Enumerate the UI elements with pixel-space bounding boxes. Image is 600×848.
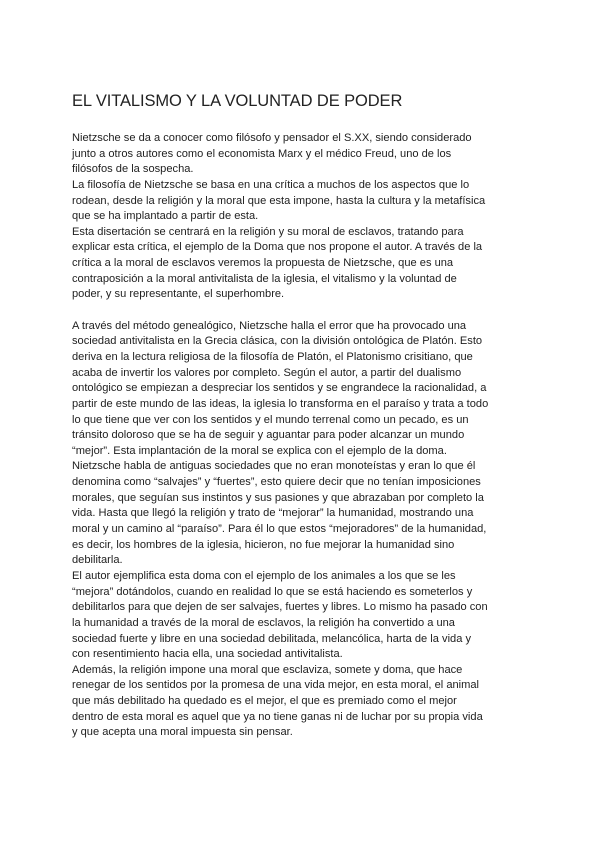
text-line: contraposición a la moral antivitalista de la iglesia, el vitalismo y la voluntad de xyxy=(72,272,457,285)
text-line: renegar de los sentidos por la promesa de una vida mejor, en esta moral, el animal xyxy=(72,679,479,692)
document-title: EL VITALISMO Y LA VOLUNTAD DE PODER xyxy=(72,92,403,110)
text-line: Nietzsche se da a conocer como filósofo y pensador el S.XX, siendo considerado xyxy=(72,132,472,144)
text-line: que se ha implantado a partir de esta. xyxy=(72,210,259,223)
text-line: es decir, los hombres de la iglesia, hicieron, no fue mejorar la humanidad sino xyxy=(72,538,455,551)
text-line: dentro de esta moral es aquel que ya no tiene ganas ni de luchar por su propia vida xyxy=(72,710,483,723)
text-line: lo que tiene que ver con los sentidos y el mundo terrenal como un pecado, es un xyxy=(72,413,469,426)
text-line: sociedad fuerte y libre en una sociedad debilitada, melancólica, harta de la vida y xyxy=(72,632,472,645)
text-line: Nietzsche habla de antiguas sociedades que no eran monoteístas y eran lo que él xyxy=(72,460,476,473)
text-line: rodean, desde la religión y la moral que esta impone, hasta la cultura y la metafísica xyxy=(72,194,486,207)
text-line: “mejor”. Esta implantación de la moral se explica con el ejemplo de la doma. xyxy=(72,444,447,457)
text-line: debilitarla. xyxy=(72,554,123,567)
text-line: Además, la religión impone una moral que esclaviza, somete y doma, que hace xyxy=(72,663,463,676)
text-line: denomina como “salvajes” y “fuertes”, esto quiere decir que no tenían imposiciones xyxy=(72,476,481,489)
paragraph-block xyxy=(72,319,532,741)
text-line: poder, y su representante, el superhombre. xyxy=(72,288,285,301)
text-line: morales, que seguían sus instintos y sus pasiones y que abrazaban por completo la xyxy=(72,491,484,504)
text-line: crítica a la moral de esclavos veremos la propuesta de Nietzsche, que es una xyxy=(72,257,454,270)
paragraph-block xyxy=(72,131,532,303)
text-line: sociedad antivitalista en la Grecia clásica, con la división ontológica de Platón. Esto xyxy=(72,335,483,348)
text-line: moral y un camino al “paraíso”. Para él lo que estos “mejoradores” de la humanidad, xyxy=(72,523,487,536)
text-line: con resentimiento hacia ella, una sociedad antivitalista. xyxy=(72,648,343,661)
text-line: ontológico se empiezan a despreciar los sentidos y se engrandece la racionalidad, a xyxy=(72,382,487,395)
document-body xyxy=(72,131,532,741)
text-line: acaba de invertir los valores por completo. Según el autor, a partir del dualismo xyxy=(72,366,462,379)
text-line: “mejora” dotándolos, cuando en realidad lo que se está haciendo es someterlos y xyxy=(72,585,473,598)
text-line: junto a otros autores como el economista Marx y el médico Freud, uno de los xyxy=(72,147,452,160)
text-line: A través del método genealógico, Nietzsche halla el error que ha provocado una xyxy=(72,319,467,332)
text-line: la humanidad a través de la moral de esclavos, la religión ha convertido a una xyxy=(72,616,455,629)
text-line: La filosofía de Nietzsche se basa en una crítica a muchos de los aspectos que lo xyxy=(72,178,470,191)
text-line: vida. Hasta que llegó la religión y trato de “mejorar” la humanidad, mostrando una xyxy=(72,507,474,520)
paragraph-gap xyxy=(72,303,532,319)
text-line: filósofos de la sospecha. xyxy=(72,163,194,176)
text-line: que más debilitado ha quedado es el mejor, el que es premiado como el mejor xyxy=(72,695,457,708)
text-line: partir de este mundo de las ideas, la iglesia lo transforma en el paraíso y trata a todo xyxy=(72,397,489,410)
text-line: tránsito doloroso que se ha de seguir y aguantar para poder alcanzar un mundo xyxy=(72,429,465,442)
text-line: El autor ejemplifica esta doma con el ejemplo de los animales a los que se les xyxy=(72,569,456,582)
text-line: debilitarlos para que dejen de ser salvajes, fuertes y libres. Lo mismo ha pasado con xyxy=(72,601,488,614)
text-line: y que acepta una moral impuesta sin pensar. xyxy=(72,726,293,739)
text-line: Esta disertación se centrará en la religión y su moral de esclavos, tratando para xyxy=(72,225,464,238)
text-line: deriva en la lectura religiosa de la filosofía de Platón, el Platonismo crisitiano, que xyxy=(72,350,473,363)
text-line: explicar esta crítica, el ejemplo de la Doma que nos propone el autor. A través de la xyxy=(72,241,483,254)
